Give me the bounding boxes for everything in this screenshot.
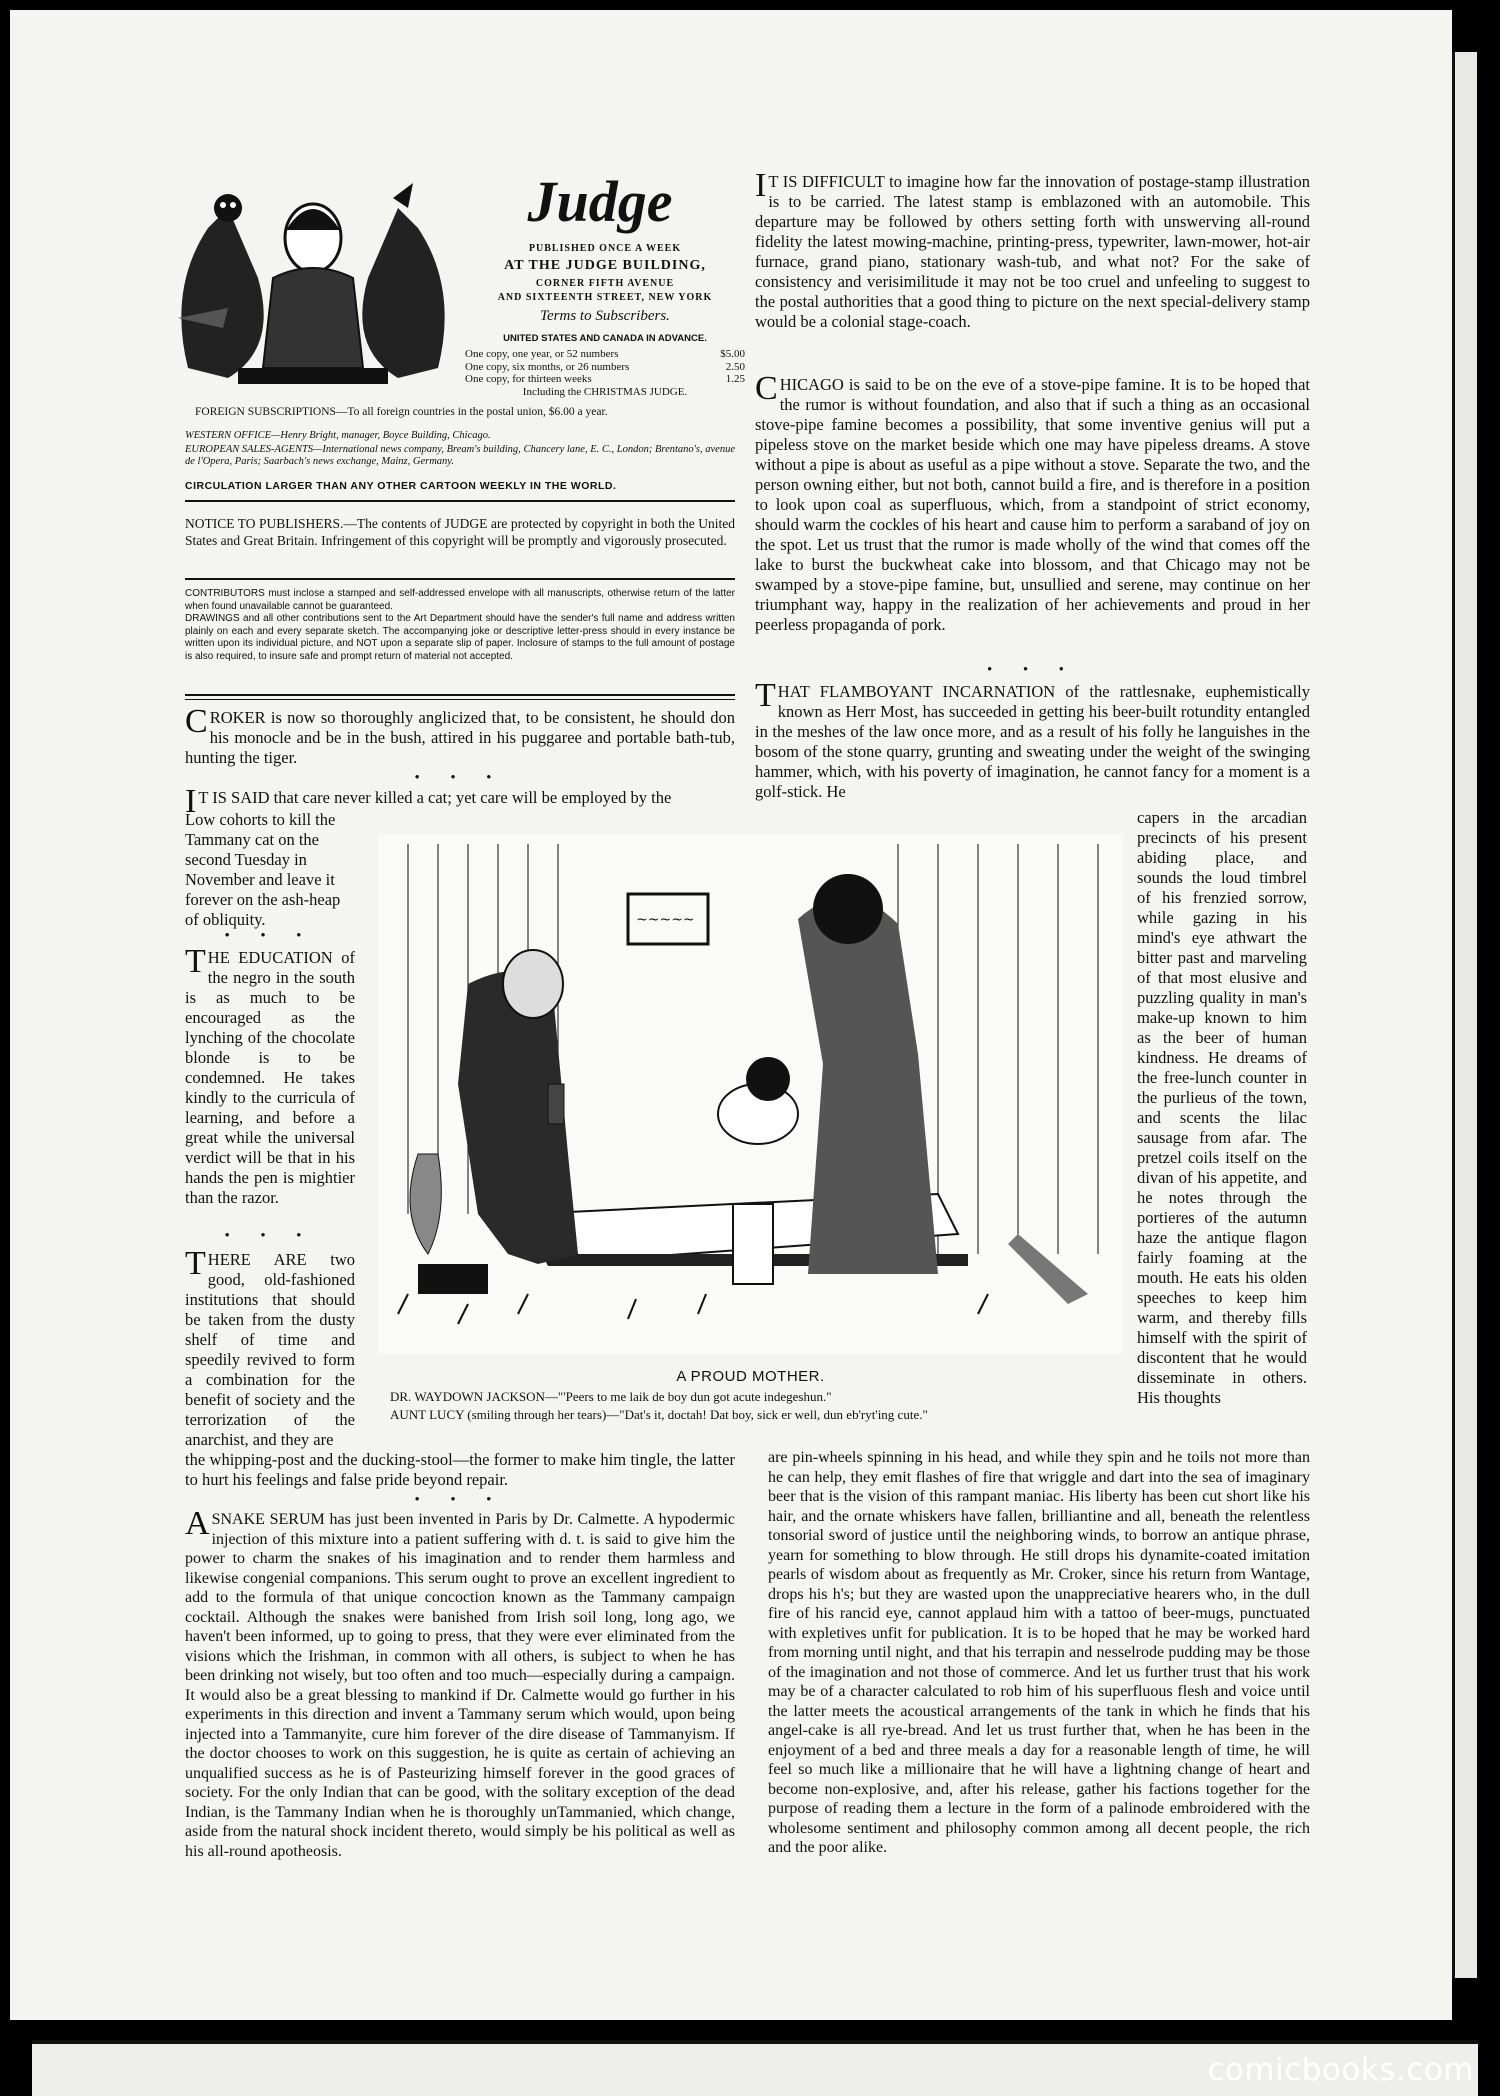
section-dots: • • • bbox=[414, 1491, 506, 1506]
svg-text:~~~~~: ~~~~~ bbox=[636, 912, 695, 928]
paragraph-difficult: IT IS DIFFICULT to imagine how far the innovation of postage-stamp illustration is to be carried. The latest stamp is emblazoned with an automobile. This departure may be followed by others setting forth with unswerving all-round fidelity the latest mowing-machine, printing-press, typewriter, lawn-mower, hot-air furnace, grand piano, stationary wash-tub, and what not? For the sake of consistency and verisimilitude it may not be too cruel and unfeeling to suggest to the postal authorities that a good thing to picture on the next special-delivery stamp would be a colonial stage-coach. bbox=[755, 167, 1310, 331]
paragraph-there: THERE ARE two good, old-fashioned institutions that should be taken from the dusty shelf of time and speedily revived to form a combination for the benefit of society and the terrorization of the anarchist, and they are bbox=[185, 1245, 355, 1449]
adjacent-page-edge bbox=[1452, 52, 1477, 1978]
drawings-note: DRAWINGS and all other contributions sent to the Art Department should have the sender's full name and address written plainly on each and every separate sketch. The accompanying joke or descriptive letter-press should in every instance be written upon its individual picture, and NOT upon a separate slip of paper. Inclosure of stamps to the full amount of postage is also required, to insure safe and prompt return of material not accepted. bbox=[185, 613, 735, 662]
paragraph-cat-body: Low cohorts to kill the Tammany cat on the second Tuesday in November and leave it forever on the ash-heap of obliquity. bbox=[185, 810, 341, 929]
masthead-title: Judge bbox=[527, 169, 673, 234]
paragraph-there-end: the whipping-post and the ducking-stool—the former to make him tingle, the latter to hurt his feelings and false pride beyond repair. bbox=[185, 1450, 735, 1489]
divider bbox=[185, 500, 735, 502]
magazine-page bbox=[10, 10, 1452, 2020]
cartoon-caption-line1: DR. WAYDOWN JACKSON—"'Peers to me laik de boy dun got acute indegeshun." bbox=[390, 1389, 832, 1404]
rate-price: 2.50 bbox=[725, 360, 745, 373]
rate-label: One copy, six months, or 26 numbers bbox=[465, 360, 630, 373]
paragraph-flamboyant-end: are pin-wheels spinning in his head, and while they spin and he toils not more than he can help, they emit flashes of fire that wriggle and dart into the sea of imaginary beer that is the vision of this rampant maniac. His liberty has been cut short like his hair, and the ornate whiskers have fallen, brilliantine and all, beneath the relentless tonsorial sword of justice until the neighboring winds, to borrow an antique phrase, yearn for something to blow through. He still drops his dynamite-coated imitation pearls of wisdom about as frequently as Mr. Croker, since his return from Wantage, drops his h's; but they are wasted upon the unappreciative hearers who, in the dull fire of his rancid eye, cannot applaud him with a tattoo of beer-mugs, punctuated with expletives unfit for publication. It is to be hoped that he may be worked hard from morning until night, and that his terrapin and nesselrode pudding may be those of the imagination and not those of commerce. And let us further trust that his work may be of a character calculated to rob him of his superfluous flesh and voice until the latter meets the acoustical arrangements of the tank in which he finds that his angel-cake is all rye-bread. And let us trust further that, when he has been in the enjoyment of a bed and three meals a day for a reasonable length of time, he will feel so much like a millionaire that he will have a lightning change of heart and become non-explosive, and, after his release, gather his factions together for the purpose of reading them a lecture in the form of a palinode embroidered with the wholesome sentiment and philosophy common among all decent people, the rich and the poor alike. bbox=[768, 1449, 1310, 1856]
cartoon-illustration bbox=[378, 834, 1123, 1354]
section-dots: • • • bbox=[224, 1227, 316, 1242]
foreign-subscriptions: FOREIGN SUBSCRIPTIONS—To all foreign countries in the postal union, $6.00 a year. bbox=[195, 406, 608, 418]
rate-label: One copy, for thirteen weeks bbox=[465, 373, 592, 385]
rate-christmas: Including the CHRISTMAS JUDGE. bbox=[522, 385, 688, 398]
contributors-note: CONTRIBUTORS must inclose a stamped and self-addressed envelope with all manuscripts, otherwise return of the latter when found unavailable cannot be guaranteed. bbox=[185, 588, 735, 612]
paragraph-chicago: CHICAGO is said to be on the eve of a stove-pipe famine. It is to be hoped that the rumor is without foundation, and also that if such a thing as an occasional stove-pipe famine becomes a possibility, that some inventive genius will put a pipeless stove on the market beside which one may have pipeless dreams. A stove without a pipe is about as useful as a pipe without a stove. Separate the two, and the person owning either, but not both, cannot build a fire, and is therefore in a position to look upon coal as superfluous, which, from a standpoint of strict economy, should warm the cockles of his heart and cause him to perform a saraband of joy on the spot. Let us trust that the rumor is made wholly of the wind that comes off the lake to burst the buckwheat cake into blossom, and that Chicago may not be swamped by a stove-pipe famine, but, unsullied and serene, may continue on her triumphant way, happy in the realization of her achievements and proud in her peerless propaganda of pork. bbox=[755, 370, 1310, 634]
masthead-terms: Terms to Subscribers. bbox=[540, 308, 670, 324]
divider bbox=[185, 578, 735, 580]
european-agents: EUROPEAN SALES-AGENTS—International news company, Bream's building, Chancery lane, E. C., London; Brentano's, avenue de l'Opera, Paris; Saarbach's news exchange, Mainz, Germany. bbox=[185, 444, 735, 467]
paragraph-flamboyant: THAT FLAMBOYANT INCARNATION of the rattlesnake, euphemistically known as Herr Most, has succeeded in getting his beer-built rotundity entangled in the meshes of the law once more, and as a result of his folly he languishes in the bosom of the stone quarry, grunting and sweating under the weight of the swinging hammer, which, with his poverty of imagination, he cannot fancy for a moment is a golf-stick. He bbox=[755, 677, 1310, 801]
section-dots: • • • bbox=[414, 769, 506, 784]
rate-price: 1.25 bbox=[725, 373, 745, 385]
divider bbox=[185, 694, 735, 700]
cartoon-caption-line2: AUNT LUCY (smiling through her tears)—"Dat's it, doctah! Dat boy, sick er well, dun eb'ryt'ing cute." bbox=[390, 1407, 928, 1422]
paragraph-flamboyant-side: capers in the arcadian precincts of his present abiding place, and sounds the loud timbrel of his frenzied sorrow, while gazing in his mind's eye athwart the bitter past and marveling of that most elusive and puzzling quality in man's make-up known to him as the beer of human kindness. He dreams of the free-lunch counter in the purlieus of the town, and scents the lilac sausage from afar. The pretzel coils itself on the divan of his appetite, and he notes through the portieres of the autumn haze the antique flagon fairly foaming at the mouth. He eats his olden speeches to keep him warm, and thereby fills himself with the spirit of discontent that he would disseminate in others. His thoughts bbox=[1137, 808, 1307, 1407]
rate-price: $5.00 bbox=[720, 348, 745, 360]
rate-row bbox=[465, 361, 745, 374]
paragraph-snake-serum: ASNAKE SERUM has just been invented in Paris by Dr. Calmette. A hypodermic injection of this mixture into a patient suffering with d. t. is said to give him the power to charm the snakes of his imagination and to render them harmless and likewise congenial companions. This serum ought to prove an excellent ingredient to add to the formula of that unique concoction known as the Tammany campaign cocktail. Although the snakes were banished from Irish soil long, long ago, we haven't been informed, up to going to press, that they were ever eliminated from the visions which the Irishman, in common with all others, is subject to when he has been drinking not wisely, but too often and too much—especially during a campaign. It would also be a great blessing to mankind if Dr. Calmette would go further in his experiments in this direction and invent a Tammany serum which would, upon being injected into a Tammanyite, cure him forever of the dire disease of Tammanyism. If the doctor chooses to work on this suggestion, he is quite as certain of achieving an unqualified success as he is of Pasteurizing himself forever in the good graces of society. For the only Indian that can be good, with the solitary exception of the dead Indian, is the Tammany Indian when he is thoroughly unTammanied, which change, aside from the natural shock incident thereto, would simply be his political as well as his all-round apotheosis. bbox=[185, 1505, 735, 1860]
paragraph-croker: CROKER is now so thoroughly anglicized that, to be consistent, he should don his monocle and be in the bush, attired in his puggaree and portable bath-tub, hunting the tiger. bbox=[185, 703, 735, 767]
notice-to-publishers: NOTICE TO PUBLISHERS.—The contents of JUDGE are protected by copyright in both the United States and Great Britain. Infringement of this copyright will be promptly and vigorously prosecuted. bbox=[185, 516, 735, 548]
watermark: comicbooks.com bbox=[1207, 2052, 1474, 2088]
section-dots: • • • bbox=[987, 661, 1078, 676]
masthead-corner: CORNER FIFTH AVENUE bbox=[535, 278, 675, 289]
masthead-building: AT THE JUDGE BUILDING, bbox=[504, 258, 706, 273]
cartoon-title: A PROUD MOTHER. bbox=[676, 1368, 825, 1385]
rate-label: One copy, one year, or 52 numbers bbox=[465, 348, 619, 360]
rate-row bbox=[465, 348, 745, 361]
masthead-emblem bbox=[168, 168, 458, 390]
section-dots: • • • bbox=[224, 927, 316, 942]
masthead-street: AND SIXTEENTH STREET, NEW YORK bbox=[497, 292, 713, 303]
western-office: WESTERN OFFICE—Henry Bright, manager, Boyce Building, Chicago. bbox=[185, 430, 491, 441]
rates-list bbox=[465, 348, 745, 398]
circulation-note: CIRCULATION LARGER THAN ANY OTHER CARTOON WEEKLY IN THE WORLD. bbox=[185, 480, 617, 492]
paragraph-education: THE EDUCATION of the negro in the south is as much to be encouraged as the lynching of the chocolate blonde is to be condemned. He takes kindly to the curricula of learning, and before a great while the universal verdict will be that in his hands the pen is mightier than the razor. bbox=[185, 943, 355, 1207]
rate-row bbox=[465, 373, 745, 386]
masthead-published: PUBLISHED ONCE A WEEK bbox=[528, 243, 682, 254]
paragraph-cat-head: IT IS SAID that care never killed a cat; yet care will be employed by the bbox=[185, 783, 672, 820]
masthead-advance: UNITED STATES AND CANADA IN ADVANCE. bbox=[503, 333, 707, 344]
